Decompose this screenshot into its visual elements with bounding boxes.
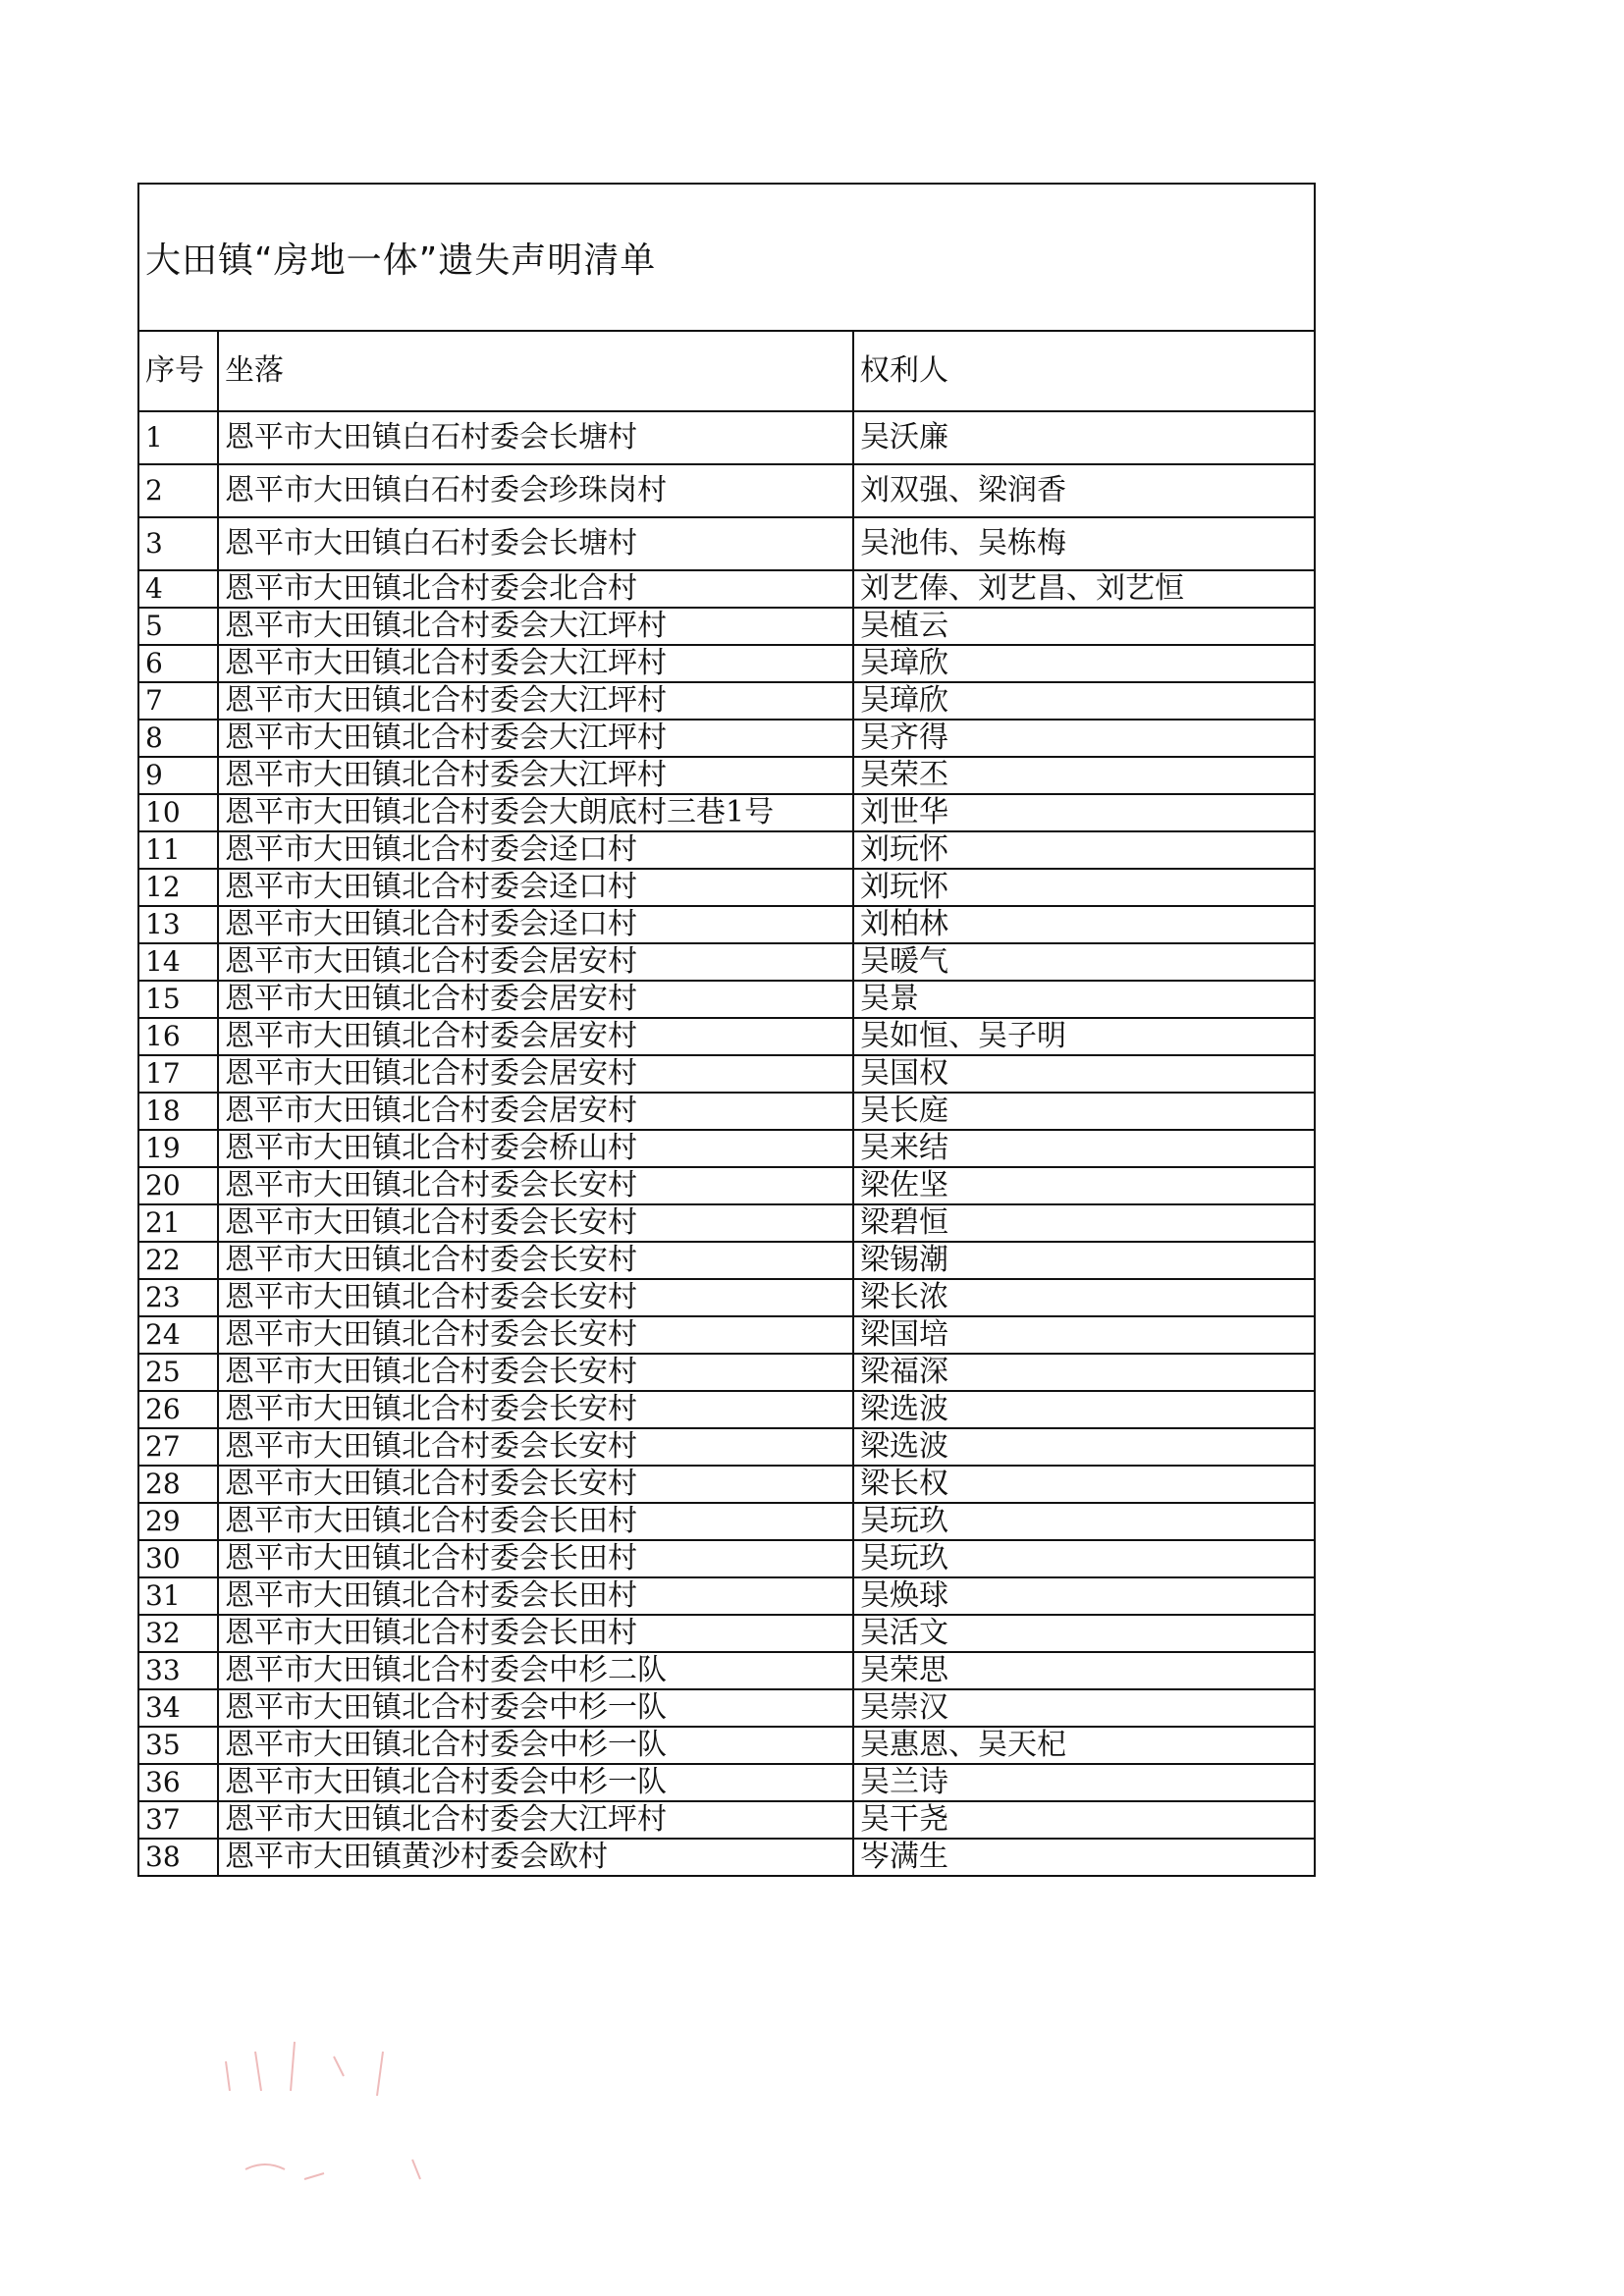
cell-owner: 刘世华 bbox=[853, 794, 1314, 831]
table-row bbox=[139, 1801, 1314, 1839]
cell-owner: 吴沃廉 bbox=[853, 411, 1314, 464]
cell-location: 恩平市大田镇白石村委会珍珠岗村 bbox=[218, 464, 853, 517]
cell-location: 恩平市大田镇北合村委会长安村 bbox=[218, 1354, 853, 1391]
table-row bbox=[139, 570, 1314, 608]
cell-serial: 35 bbox=[139, 1727, 218, 1764]
header-serial: 序号 bbox=[139, 332, 218, 411]
table-row bbox=[139, 1466, 1314, 1503]
document-title: 大田镇“房地一体”遗失声明清单 bbox=[145, 240, 657, 281]
cell-owner: 吴活文 bbox=[853, 1615, 1314, 1652]
cell-serial: 11 bbox=[139, 831, 218, 869]
cell-owner: 吴景 bbox=[853, 981, 1314, 1018]
table-row bbox=[139, 720, 1314, 757]
document-table-frame bbox=[137, 183, 1316, 1877]
cell-owner: 吴荣丕 bbox=[853, 757, 1314, 794]
header-location: 坐落 bbox=[218, 332, 853, 411]
table-row bbox=[139, 645, 1314, 682]
table-row bbox=[139, 1316, 1314, 1354]
cell-serial: 29 bbox=[139, 1503, 218, 1540]
cell-owner: 梁锡潮 bbox=[853, 1242, 1314, 1279]
cell-serial: 26 bbox=[139, 1391, 218, 1428]
cell-serial: 23 bbox=[139, 1279, 218, 1316]
cell-owner: 吴暖气 bbox=[853, 943, 1314, 981]
cell-owner: 梁碧恒 bbox=[853, 1204, 1314, 1242]
cell-owner: 吴惠恩、吴天杞 bbox=[853, 1727, 1314, 1764]
table-row bbox=[139, 682, 1314, 720]
cell-location: 恩平市大田镇北合村委会中杉一队 bbox=[218, 1727, 853, 1764]
table-row bbox=[139, 1093, 1314, 1130]
cell-owner: 吴玩玖 bbox=[853, 1540, 1314, 1577]
cell-serial: 37 bbox=[139, 1801, 218, 1839]
cell-location: 恩平市大田镇北合村委会大江坪村 bbox=[218, 682, 853, 720]
cell-location: 恩平市大田镇北合村委会长田村 bbox=[218, 1503, 853, 1540]
table-row bbox=[139, 1727, 1314, 1764]
cell-location: 恩平市大田镇北合村委会居安村 bbox=[218, 1093, 853, 1130]
cell-serial: 36 bbox=[139, 1764, 218, 1801]
cell-serial: 17 bbox=[139, 1055, 218, 1093]
cell-serial: 33 bbox=[139, 1652, 218, 1689]
cell-owner: 刘双强、梁润香 bbox=[853, 464, 1314, 517]
table-row bbox=[139, 1279, 1314, 1316]
table-row bbox=[139, 608, 1314, 645]
cell-location: 恩平市大田镇北合村委会居安村 bbox=[218, 981, 853, 1018]
cell-serial: 3 bbox=[139, 517, 218, 570]
cell-owner: 吴兰诗 bbox=[853, 1764, 1314, 1801]
cell-owner: 吴崇汉 bbox=[853, 1689, 1314, 1727]
cell-owner: 梁长浓 bbox=[853, 1279, 1314, 1316]
cell-location: 恩平市大田镇北合村委会居安村 bbox=[218, 943, 853, 981]
cell-location: 恩平市大田镇黄沙村委会欧村 bbox=[218, 1839, 853, 1875]
cell-serial: 18 bbox=[139, 1093, 218, 1130]
cell-owner: 吴植云 bbox=[853, 608, 1314, 645]
cell-location: 恩平市大田镇北合村委会长田村 bbox=[218, 1540, 853, 1577]
cell-location: 恩平市大田镇北合村委会长安村 bbox=[218, 1167, 853, 1204]
cell-location: 恩平市大田镇北合村委会迳口村 bbox=[218, 869, 853, 906]
table-row bbox=[139, 1204, 1314, 1242]
table-row bbox=[139, 869, 1314, 906]
cell-owner: 梁国培 bbox=[853, 1316, 1314, 1354]
table-row bbox=[139, 794, 1314, 831]
cell-owner: 吴玩玖 bbox=[853, 1503, 1314, 1540]
cell-owner: 吴荣思 bbox=[853, 1652, 1314, 1689]
cell-location: 恩平市大田镇北合村委会中杉一队 bbox=[218, 1689, 853, 1727]
cell-serial: 5 bbox=[139, 608, 218, 645]
cell-owner: 吴池伟、吴栋梅 bbox=[853, 517, 1314, 570]
cell-serial: 12 bbox=[139, 869, 218, 906]
cell-location: 恩平市大田镇北合村委会大朗底村三巷1号 bbox=[218, 794, 853, 831]
header-owner: 权利人 bbox=[853, 332, 1314, 411]
cell-serial: 20 bbox=[139, 1167, 218, 1204]
cell-location: 恩平市大田镇北合村委会居安村 bbox=[218, 1055, 853, 1093]
table-row bbox=[139, 981, 1314, 1018]
cell-location: 恩平市大田镇北合村委会北合村 bbox=[218, 570, 853, 608]
cell-location: 恩平市大田镇北合村委会迳口村 bbox=[218, 831, 853, 869]
cell-location: 恩平市大田镇白石村委会长塘村 bbox=[218, 411, 853, 464]
cell-owner: 梁选波 bbox=[853, 1391, 1314, 1428]
cell-owner: 吴璋欣 bbox=[853, 645, 1314, 682]
cell-location: 恩平市大田镇北合村委会长安村 bbox=[218, 1466, 853, 1503]
table-row bbox=[139, 1055, 1314, 1093]
cell-location: 恩平市大田镇北合村委会大江坪村 bbox=[218, 1801, 853, 1839]
cell-owner: 刘玩怀 bbox=[853, 869, 1314, 906]
cell-serial: 22 bbox=[139, 1242, 218, 1279]
table-row bbox=[139, 1503, 1314, 1540]
cell-location: 恩平市大田镇北合村委会中杉二队 bbox=[218, 1652, 853, 1689]
table-row bbox=[139, 411, 1314, 464]
cell-serial: 8 bbox=[139, 720, 218, 757]
cell-owner: 梁佐坚 bbox=[853, 1167, 1314, 1204]
cell-serial: 38 bbox=[139, 1839, 218, 1875]
table-row bbox=[139, 1764, 1314, 1801]
cell-serial: 4 bbox=[139, 570, 218, 608]
cell-serial: 13 bbox=[139, 906, 218, 943]
cell-owner: 吴如恒、吴子明 bbox=[853, 1018, 1314, 1055]
table-row bbox=[139, 1018, 1314, 1055]
title-row bbox=[139, 185, 1314, 332]
cell-location: 恩平市大田镇北合村委会长安村 bbox=[218, 1204, 853, 1242]
table-header-row bbox=[139, 332, 1314, 411]
cell-serial: 15 bbox=[139, 981, 218, 1018]
table-row bbox=[139, 1354, 1314, 1391]
table-body bbox=[139, 411, 1314, 1875]
cell-location: 恩平市大田镇北合村委会长安村 bbox=[218, 1428, 853, 1466]
cell-serial: 30 bbox=[139, 1540, 218, 1577]
cell-serial: 24 bbox=[139, 1316, 218, 1354]
cell-serial: 25 bbox=[139, 1354, 218, 1391]
cell-location: 恩平市大田镇北合村委会长安村 bbox=[218, 1391, 853, 1428]
cell-owner: 吴国权 bbox=[853, 1055, 1314, 1093]
cell-location: 恩平市大田镇北合村委会大江坪村 bbox=[218, 720, 853, 757]
cell-owner: 梁选波 bbox=[853, 1428, 1314, 1466]
cell-serial: 7 bbox=[139, 682, 218, 720]
table-row bbox=[139, 831, 1314, 869]
cell-location: 恩平市大田镇北合村委会中杉一队 bbox=[218, 1764, 853, 1801]
cell-owner: 刘柏林 bbox=[853, 906, 1314, 943]
cell-location: 恩平市大田镇北合村委会长安村 bbox=[218, 1279, 853, 1316]
table-row bbox=[139, 1391, 1314, 1428]
cell-serial: 32 bbox=[139, 1615, 218, 1652]
cell-owner: 刘艺俸、刘艺昌、刘艺恒 bbox=[853, 570, 1314, 608]
cell-location: 恩平市大田镇北合村委会迳口村 bbox=[218, 906, 853, 943]
table-row bbox=[139, 1839, 1314, 1875]
cell-location: 恩平市大田镇北合村委会长安村 bbox=[218, 1316, 853, 1354]
table-row bbox=[139, 906, 1314, 943]
table-row bbox=[139, 757, 1314, 794]
table-row bbox=[139, 464, 1314, 517]
cell-location: 恩平市大田镇白石村委会长塘村 bbox=[218, 517, 853, 570]
cell-owner: 吴干尧 bbox=[853, 1801, 1314, 1839]
table-row bbox=[139, 1689, 1314, 1727]
cell-location: 恩平市大田镇北合村委会长安村 bbox=[218, 1242, 853, 1279]
cell-owner: 梁福深 bbox=[853, 1354, 1314, 1391]
cell-serial: 27 bbox=[139, 1428, 218, 1466]
cell-owner: 吴焕球 bbox=[853, 1577, 1314, 1615]
cell-serial: 1 bbox=[139, 411, 218, 464]
cell-location: 恩平市大田镇北合村委会桥山村 bbox=[218, 1130, 853, 1167]
cell-serial: 19 bbox=[139, 1130, 218, 1167]
cell-location: 恩平市大田镇北合村委会大江坪村 bbox=[218, 645, 853, 682]
cell-serial: 28 bbox=[139, 1466, 218, 1503]
cell-location: 恩平市大田镇北合村委会大江坪村 bbox=[218, 608, 853, 645]
cell-location: 恩平市大田镇北合村委会居安村 bbox=[218, 1018, 853, 1055]
cell-location: 恩平市大田镇北合村委会长田村 bbox=[218, 1615, 853, 1652]
cell-location: 恩平市大田镇北合村委会大江坪村 bbox=[218, 757, 853, 794]
cell-serial: 9 bbox=[139, 757, 218, 794]
cell-owner: 吴长庭 bbox=[853, 1093, 1314, 1130]
cell-owner: 岑满生 bbox=[853, 1839, 1314, 1875]
cell-owner: 刘玩怀 bbox=[853, 831, 1314, 869]
table-row bbox=[139, 1540, 1314, 1577]
cell-serial: 2 bbox=[139, 464, 218, 517]
cell-owner: 吴齐得 bbox=[853, 720, 1314, 757]
cell-location: 恩平市大田镇北合村委会长田村 bbox=[218, 1577, 853, 1615]
table-row bbox=[139, 1242, 1314, 1279]
cell-serial: 16 bbox=[139, 1018, 218, 1055]
cell-serial: 10 bbox=[139, 794, 218, 831]
cell-serial: 31 bbox=[139, 1577, 218, 1615]
table-row bbox=[139, 1577, 1314, 1615]
table-row bbox=[139, 517, 1314, 570]
table-row bbox=[139, 1615, 1314, 1652]
declaration-table bbox=[139, 332, 1314, 1875]
cell-owner: 吴璋欣 bbox=[853, 682, 1314, 720]
faded-stamp-mark bbox=[216, 2022, 727, 2199]
cell-serial: 34 bbox=[139, 1689, 218, 1727]
table-row bbox=[139, 1428, 1314, 1466]
table-row bbox=[139, 1652, 1314, 1689]
cell-serial: 14 bbox=[139, 943, 218, 981]
cell-serial: 6 bbox=[139, 645, 218, 682]
cell-serial: 21 bbox=[139, 1204, 218, 1242]
cell-owner: 吴来结 bbox=[853, 1130, 1314, 1167]
cell-owner: 梁长权 bbox=[853, 1466, 1314, 1503]
table-row bbox=[139, 1167, 1314, 1204]
table-row bbox=[139, 943, 1314, 981]
table-row bbox=[139, 1130, 1314, 1167]
